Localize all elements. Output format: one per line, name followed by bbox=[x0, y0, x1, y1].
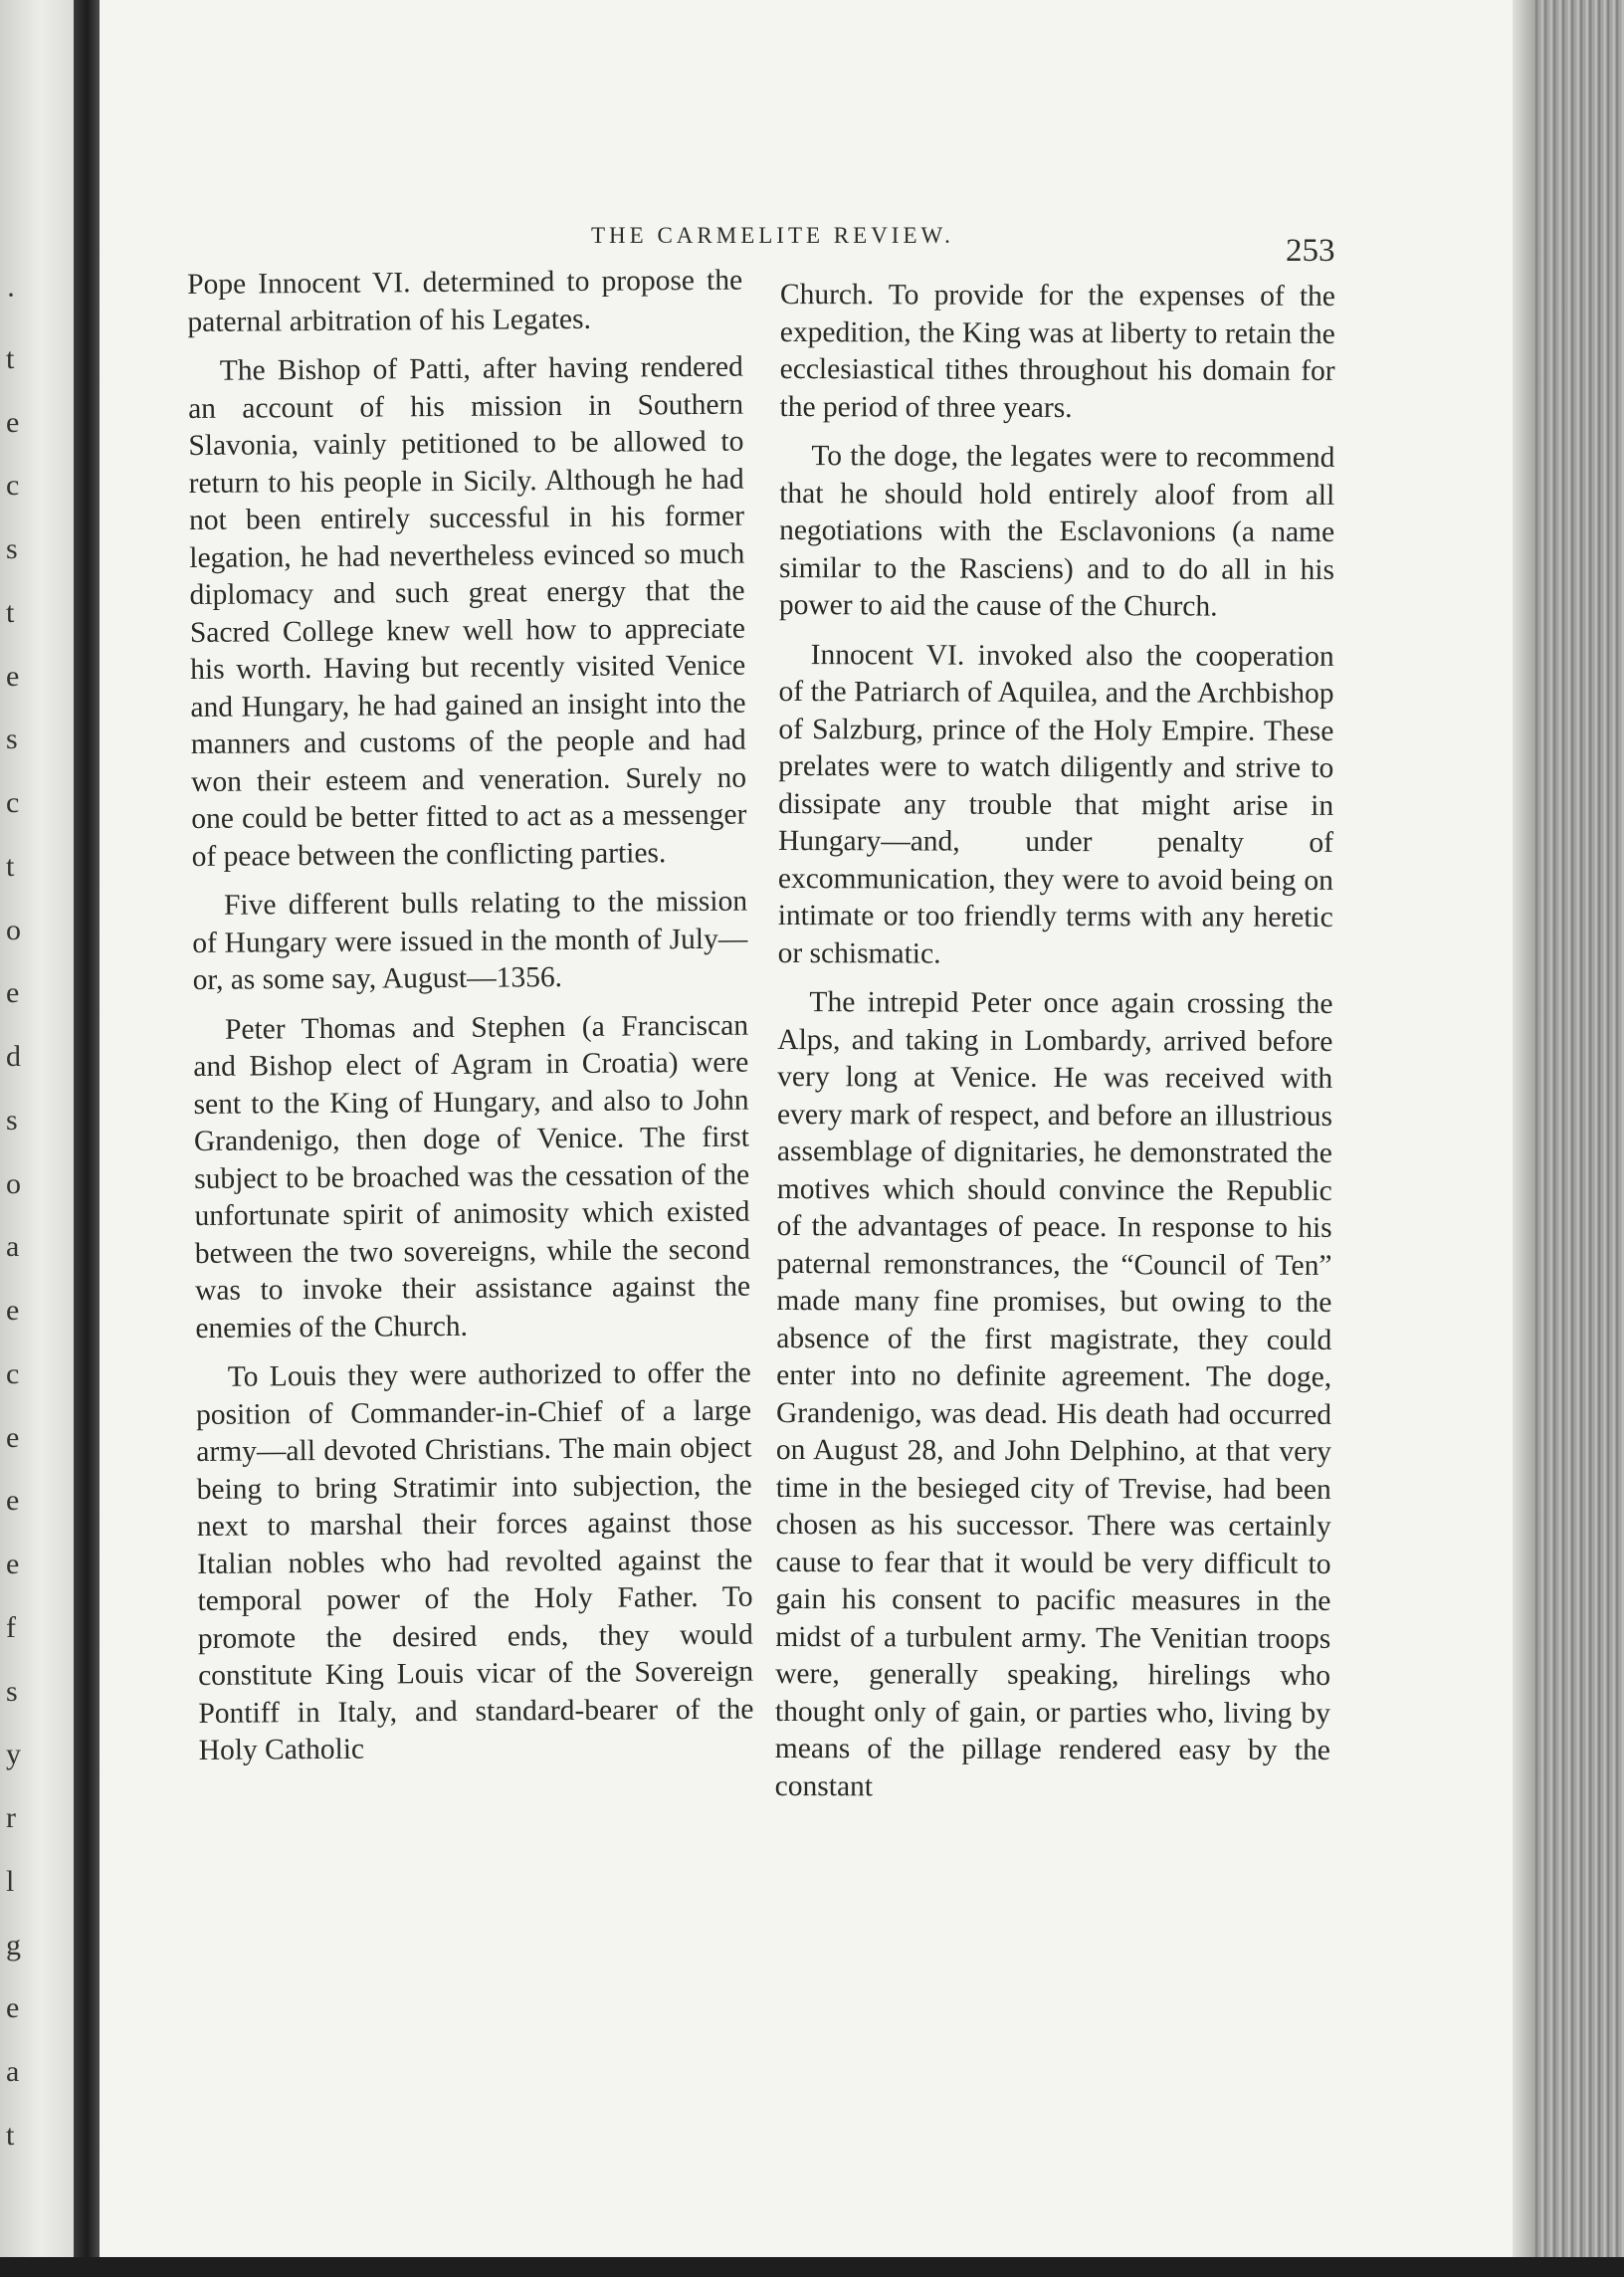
bottom-shadow bbox=[0, 2257, 1624, 2277]
margin-fragment: r bbox=[6, 1801, 16, 1834]
margin-fragment: d bbox=[6, 1040, 21, 1073]
margin-fragment: t bbox=[6, 2118, 15, 2152]
paragraph: To Louis they were authorized to offer the position of Commander-in-Chief of a large army—all devoted Christians. The main object being to bring Stratimir into subjection, the next to marshal their forces against those Italian nobles who had revolted against the temporal power of the Holy Father. To promote the desired ends, they would constitute King Louis vicar of the Sovereign Pontiff in Italy, and standard-bearer of the Holy Catholic bbox=[195, 1356, 754, 1766]
margin-fragment: e bbox=[6, 1548, 20, 1580]
margin-fragment: f bbox=[6, 1610, 16, 1644]
margin-fragment: c bbox=[6, 1356, 20, 1390]
paragraph: Peter Thomas and Stephen (a Franciscan and Bishop elect of Agram in Croatia) were sent to the King of Hungary, and also to John Grandenigo, then doge of Venice. The first subject to be broached was the cessation of the unfortunate spirit of animosity which existed between the two sovereigns, while the second was to invoke their assistance against the enemies of the Church. bbox=[193, 1009, 751, 1345]
margin-fragment: g bbox=[6, 1928, 21, 1962]
margin-fragment: o bbox=[6, 913, 21, 946]
margin-fragment: o bbox=[6, 1166, 21, 1200]
margin-fragment: a bbox=[6, 2055, 20, 2088]
margin-fragment: t bbox=[6, 341, 15, 375]
paragraph: To the doge, the legates were to recommend that he should hold entirely aloof from all negotiations with the Esclavonions (a name similar to the Rasciens) and to do all in his power to aid the cause of the Church. bbox=[778, 440, 1335, 623]
margin-fragment: s bbox=[6, 1674, 18, 1708]
left-text-column bbox=[187, 263, 754, 1782]
margin-fragment: e bbox=[6, 1420, 20, 1454]
paragraph: The Bishop of Patti, after having rendered an account of his mission in Southern Slavonia, vainly petitioned to be allowed to return to his people in Sicily. Although he had not been entirely successful in his former legation, he had nevertheless evinced so much diplomacy and such great energy that the Sacred College knew well how to appreciate his worth. Having but recently visited Venice and Hungary, he had gained an insight into the manners and customs of the people and had won their esteem and veneration. Surely no one could be better fitted to act as a messenger of peace between the conflicting parties. bbox=[187, 350, 747, 873]
paragraph: The intrepid Peter once again crossing the Alps, and taking in Lombardy, arrived before very long at Venice. He was received with every mark of respect, and before an illustrious assemblage of dignitaries, he demonstrated the motives which should convince the Republic of the advantages of peace. In response to his paternal remonstrances, the “Council of Ten” made many fine promises, but owing to the absence of the first magistrate, they could enter into no definite agreement. The doge, Grandenigo, was dead. His death had occurred on August 28, and John Delphino, at that very time in the besieged city of Trevise, had been chosen as his successor. There was certainly cause to fear that it would be very difficult to gain his consent to pacific measures in the midst of a turbulent army. The Venitian troops were, generally speaking, hirelings who thought only of gain, or parties who, living by means of the pillage rendered easy by the constant bbox=[774, 986, 1333, 1802]
margin-fragment: s bbox=[6, 1103, 18, 1137]
paragraph: Five different bulls relating to the mission of Hungary were issued in the month of July—or, as some say, August—1356. bbox=[192, 885, 748, 996]
margin-fragment: s bbox=[6, 532, 18, 565]
margin-fragment: e bbox=[6, 1484, 20, 1518]
margin-fragment: e bbox=[6, 1294, 20, 1327]
page-number: 253 bbox=[1286, 233, 1335, 269]
margin-fragment: e bbox=[6, 976, 20, 1010]
margin-fragment: e bbox=[6, 405, 20, 439]
margin-fragment: t bbox=[6, 595, 15, 629]
margin-fragment: a bbox=[6, 1230, 20, 1264]
margin-fragment: t bbox=[6, 849, 15, 883]
margin-fragment: · bbox=[6, 279, 16, 311]
book-page-edges bbox=[1513, 0, 1624, 2277]
margin-fragment: c bbox=[6, 786, 20, 819]
facing-page-text-fragments bbox=[0, 0, 30, 2277]
paragraph: Innocent VI. invoked also the cooperation of the Patriarch of Aquilea, and the Archbishop of Salzburg, prince of the Holy Empire. These prelates were to watch diligently and strive to dissipate any trouble that might arise in Hungary—and, under penalty of excommunication, they were to avoid being on intimate or too friendly terms with any heretic or schismatic. bbox=[777, 638, 1334, 970]
margin-fragment: l bbox=[6, 1864, 15, 1898]
paragraph: Pope Innocent VI. determined to propose the paternal arbitration of his Legates. bbox=[187, 264, 743, 338]
margin-fragment: c bbox=[6, 469, 20, 503]
margin-fragment: y bbox=[6, 1738, 21, 1771]
running-head: THE CARMELITE REVIEW. bbox=[591, 223, 954, 248]
paragraph: Church. To provide for the expenses of the expedition, the King was at liberty to retain the ecclesiastical tithes throughout his domain for the period of three years. bbox=[779, 279, 1335, 424]
margin-fragment: s bbox=[6, 723, 18, 756]
margin-fragment: e bbox=[6, 659, 20, 693]
margin-fragment: e bbox=[6, 1991, 20, 2025]
right-text-column bbox=[775, 277, 1335, 1819]
